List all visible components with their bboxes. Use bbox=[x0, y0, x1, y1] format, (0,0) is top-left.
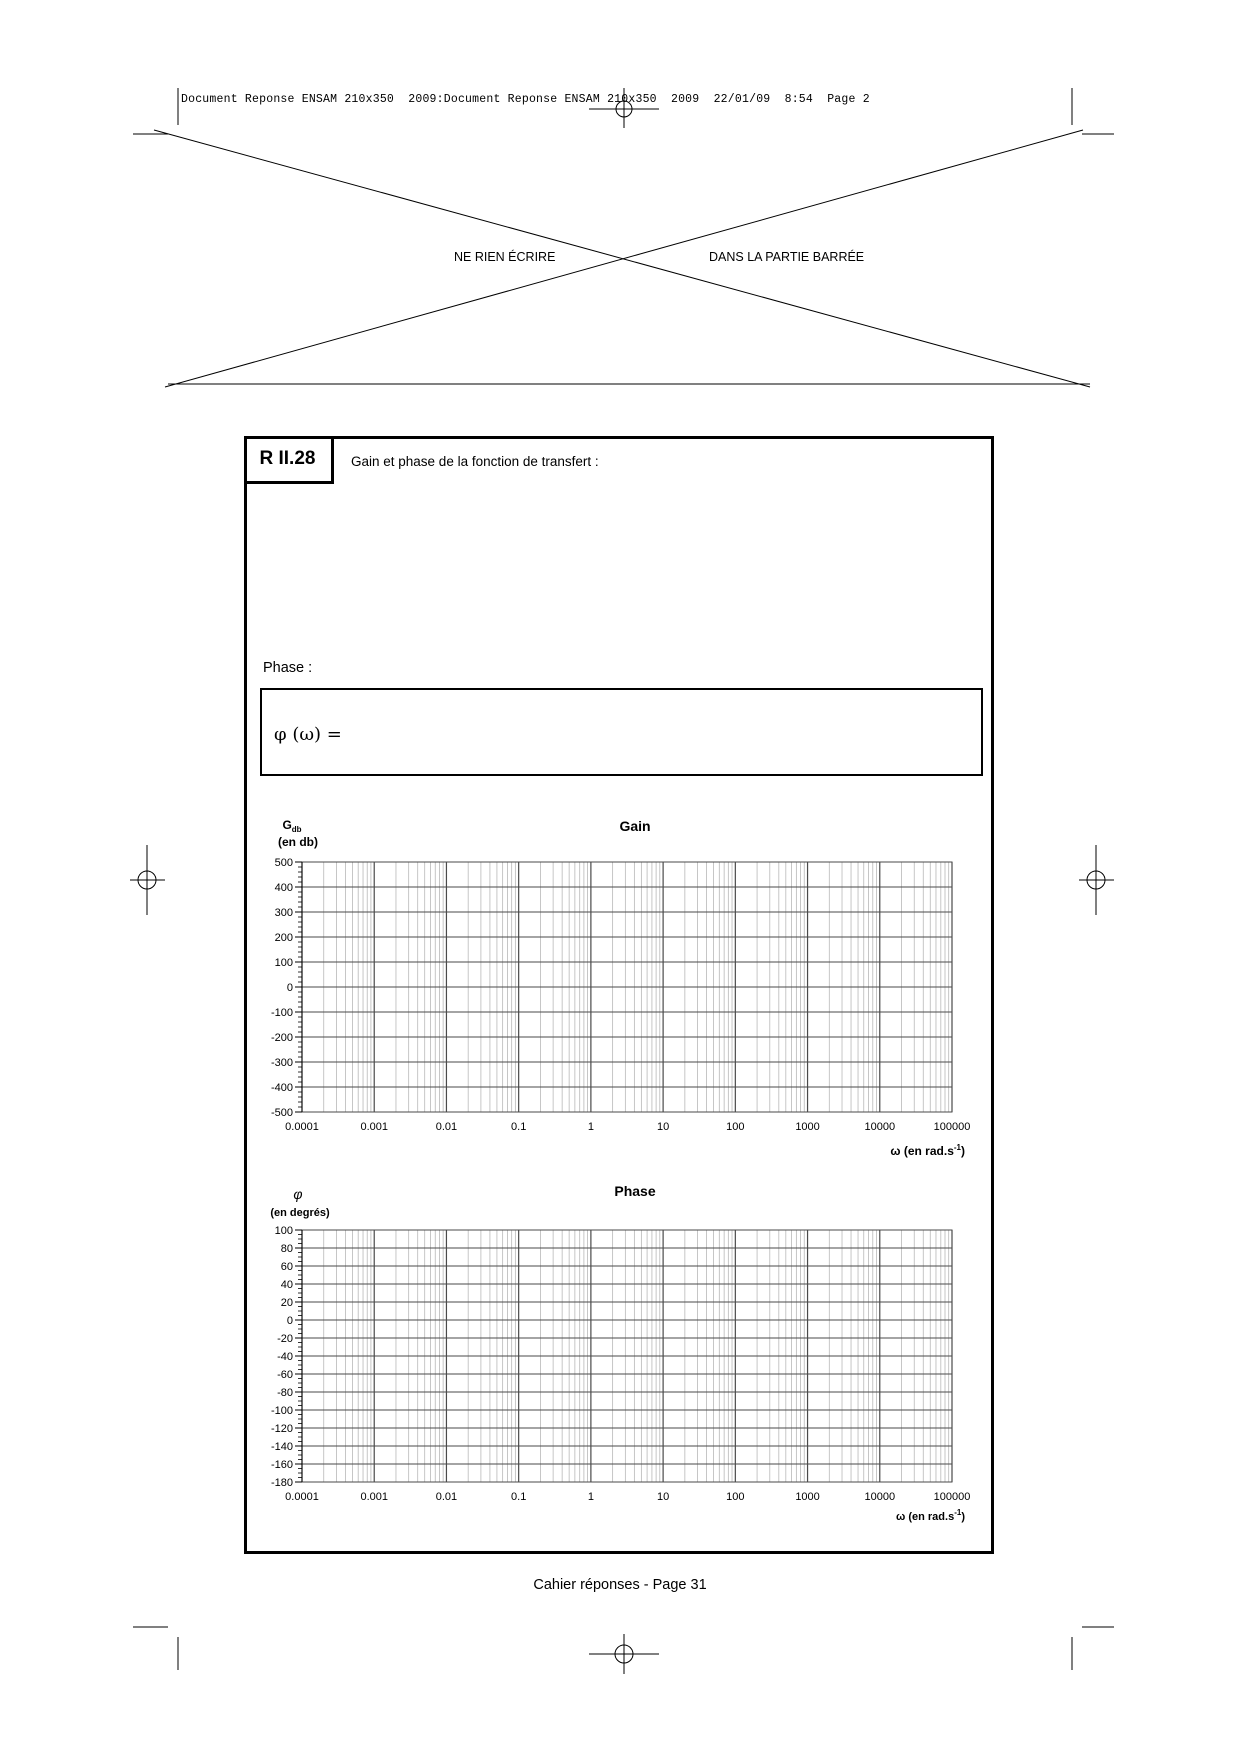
gain-x-tick-label: 100000 bbox=[933, 1121, 971, 1133]
phase-ylabel-main: φ bbox=[293, 1186, 303, 1202]
registration-mark-right bbox=[1079, 845, 1114, 915]
gain-ylabel-unit: (en db) bbox=[278, 835, 318, 849]
gain-y-tick-label: -300 bbox=[270, 1057, 293, 1069]
question-title: Gain et phase de la fonction de transfert : bbox=[351, 454, 599, 469]
phase-xlabel-main: ω (en rad.s bbox=[896, 1511, 955, 1523]
gain-xlabel-end: ) bbox=[961, 1144, 965, 1158]
phase-x-tick-label: 1000 bbox=[795, 1491, 820, 1503]
phase-y-tick-label: 60 bbox=[280, 1261, 293, 1273]
phase-y-tick-label: 20 bbox=[280, 1297, 293, 1309]
gain-x-ticks bbox=[285, 1121, 970, 1133]
phase-y-ticks bbox=[271, 1225, 302, 1489]
phase-y-tick-label: -140 bbox=[270, 1441, 293, 1453]
gain-chart bbox=[250, 812, 980, 1172]
phase-x-tick-label: 10 bbox=[656, 1491, 670, 1503]
gain-y-tick-label: 0 bbox=[286, 982, 293, 994]
gain-xlabel-main: ω (en rad.s bbox=[890, 1144, 954, 1158]
phase-ylabel-unit: (en degrés) bbox=[270, 1207, 330, 1219]
question-number: R II.28 bbox=[244, 436, 334, 484]
phase-xlabel-sup: -1 bbox=[954, 1508, 962, 1517]
phase-x-tick-label: 0.0001 bbox=[285, 1491, 319, 1503]
print-slug-header: Document Reponse ENSAM 210x350 2009:Document Reponse ENSAM 210x350 2009 22/01/09 8:54 Page 2 bbox=[181, 93, 870, 106]
phase-y-tick-label: -120 bbox=[270, 1423, 293, 1435]
gain-x-tick-label: 0.1 bbox=[511, 1121, 527, 1133]
phase-y-tick-label: 40 bbox=[280, 1279, 293, 1291]
phase-y-tick-label: -60 bbox=[277, 1369, 293, 1381]
gain-chart-title: Gain bbox=[619, 818, 651, 834]
gain-y-tick-label: -200 bbox=[270, 1032, 293, 1044]
registration-mark-bottom bbox=[589, 1634, 659, 1674]
phase-y-tick-label: -40 bbox=[277, 1351, 293, 1363]
phase-chart-title: Phase bbox=[614, 1183, 656, 1199]
gain-x-tick-label: 1000 bbox=[795, 1121, 820, 1133]
phase-y-tick-label: -20 bbox=[277, 1333, 293, 1345]
gain-ylabel-main: G bbox=[282, 818, 292, 832]
gain-ylabel bbox=[282, 818, 301, 834]
phase-y-tick-label: 0 bbox=[286, 1315, 293, 1327]
gain-grid bbox=[302, 862, 952, 1112]
phase-y-tick-label: -100 bbox=[270, 1405, 293, 1417]
phase-y-tick-label: 100 bbox=[274, 1225, 293, 1237]
gain-ylabel-sub: db bbox=[291, 825, 302, 834]
gain-y-tick-label: -400 bbox=[270, 1082, 293, 1094]
gain-x-tick-label: 100 bbox=[726, 1121, 745, 1133]
footer-page-label: Cahier réponses - Page 31 bbox=[533, 1577, 707, 1593]
phase-y-tick-label: -80 bbox=[277, 1387, 293, 1399]
phase-xlabel bbox=[896, 1508, 965, 1523]
phase-label: Phase : bbox=[263, 660, 313, 676]
gain-y-tick-label: 400 bbox=[274, 882, 293, 894]
barred-area-cross bbox=[154, 130, 1090, 387]
gain-x-tick-label: 0.0001 bbox=[285, 1121, 319, 1133]
phase-x-tick-label: 100 bbox=[726, 1491, 745, 1503]
gain-y-tick-label: -100 bbox=[270, 1007, 293, 1019]
phase-x-tick-label: 10000 bbox=[864, 1491, 896, 1503]
gain-xlabel bbox=[890, 1143, 965, 1158]
phase-x-tick-label: 0.01 bbox=[435, 1491, 458, 1503]
gain-x-tick-label: 0.01 bbox=[435, 1121, 458, 1133]
gain-y-tick-label: 100 bbox=[274, 957, 293, 969]
gain-x-tick-label: 0.001 bbox=[360, 1121, 388, 1133]
gain-xlabel-sup: -1 bbox=[953, 1143, 961, 1152]
phase-chart bbox=[250, 1176, 980, 1536]
barred-area-left-text: NE RIEN ÉCRIRE bbox=[454, 250, 556, 264]
phase-y-tick-label: -180 bbox=[270, 1477, 293, 1489]
gain-y-tick-label: 500 bbox=[274, 857, 293, 869]
gain-y-tick-label: 300 bbox=[274, 907, 293, 919]
phase-answer-box[interactable] bbox=[260, 688, 983, 776]
gain-y-tick-label: -500 bbox=[270, 1107, 293, 1119]
phase-y-tick-label: 80 bbox=[280, 1243, 293, 1255]
gain-y-ticks bbox=[271, 857, 302, 1119]
phase-x-tick-label: 0.1 bbox=[511, 1491, 527, 1503]
gain-x-tick-label: 10 bbox=[656, 1121, 670, 1133]
barred-area-right-text: DANS LA PARTIE BARRÉE bbox=[709, 250, 865, 264]
phase-x-tick-label: 1 bbox=[587, 1491, 594, 1503]
gain-y-tick-label: 200 bbox=[274, 932, 293, 944]
phase-formula: φ (ω) = bbox=[274, 724, 342, 745]
phase-x-ticks bbox=[285, 1491, 970, 1503]
phase-xlabel-end: ) bbox=[961, 1511, 965, 1523]
gain-x-tick-label: 10000 bbox=[864, 1121, 896, 1133]
phase-grid bbox=[302, 1230, 952, 1482]
phase-x-tick-label: 100000 bbox=[933, 1491, 971, 1503]
gain-x-tick-label: 1 bbox=[587, 1121, 594, 1133]
phase-y-tick-label: -160 bbox=[270, 1459, 293, 1471]
registration-mark-left bbox=[130, 845, 165, 915]
phase-x-tick-label: 0.001 bbox=[360, 1491, 388, 1503]
